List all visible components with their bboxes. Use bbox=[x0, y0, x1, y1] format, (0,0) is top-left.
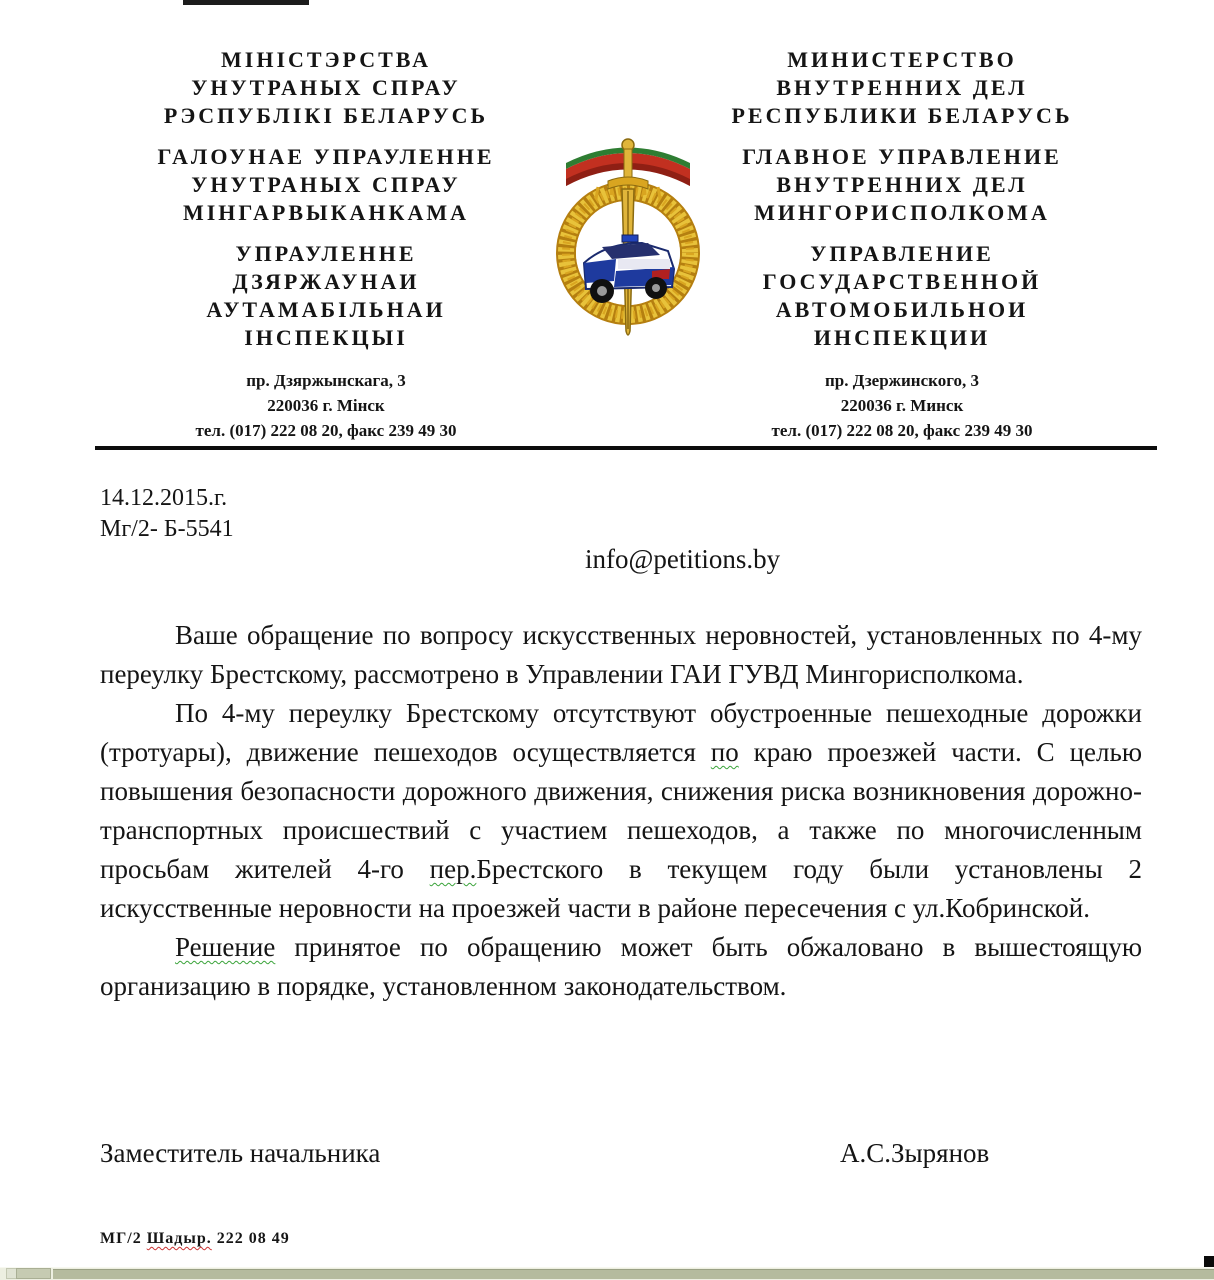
department-name-by bbox=[95, 143, 557, 227]
address-line: пр. Дзяржынскага, 3 bbox=[246, 371, 406, 390]
letterhead-line: РЭСПУБЛІКІ БЕЛАРУСЬ bbox=[163, 103, 489, 128]
letterhead-line: УНУТРАНЫХ СПРАУ bbox=[191, 75, 461, 100]
scrollbar-track[interactable] bbox=[53, 1269, 1214, 1279]
executor-note bbox=[100, 1230, 290, 1248]
address-line: пр. Дзержинского, 3 bbox=[824, 371, 980, 390]
spellcheck-flagged-word: пер. bbox=[429, 854, 477, 884]
executor-phone: 222 08 49 bbox=[211, 1230, 290, 1247]
address-block-ru bbox=[678, 368, 1126, 443]
address-line: тел. (017) 222 08 20, факс 239 49 30 bbox=[771, 421, 1033, 440]
department-name-ru bbox=[678, 143, 1126, 227]
letterhead-line: ІНСПЕКЦЫІ bbox=[244, 325, 408, 350]
address-block-by bbox=[95, 368, 557, 443]
address-line: 220036 г. Минск bbox=[840, 396, 964, 415]
division-name-by bbox=[95, 240, 557, 352]
letterhead-line: МІНГАРВЫКАНКАМА bbox=[182, 200, 470, 225]
letterhead-line: ИНСПЕКЦИИ bbox=[813, 325, 991, 350]
letterhead-line: МІНІСТЭРСТВА bbox=[221, 47, 431, 72]
paragraph-text: принятое по обращению может быть обжаловано в вышестоящую организацию в порядке, установленном законодательством. bbox=[100, 932, 1142, 1001]
body-paragraph bbox=[100, 616, 1142, 694]
letterhead-line: РЕСПУБЛИКИ БЕЛАРУСЬ bbox=[731, 103, 1073, 128]
paragraph-text: Ваше обращение по вопросу искусственных неровностей, установленных по 4-му переулку Брестскому, рассмотрено в Управлении ГАИ ГУВД Мингорисполкома. bbox=[100, 620, 1142, 689]
letterhead-right-russian bbox=[678, 46, 1126, 443]
letterhead-line: ГОСУДАРСТВЕННОЙ bbox=[762, 269, 1042, 294]
paragraph-text: Брестского в текущем году были установлены 2 искусственные неровности на проезжей части в районе пересечения с ул.Кобринской. bbox=[100, 854, 1142, 923]
body-paragraph bbox=[100, 928, 1142, 1006]
address-line: 220036 г. Мінск bbox=[267, 396, 385, 415]
letterhead-line: УНУТРАНЫХ СПРАУ bbox=[191, 172, 461, 197]
letterhead-line: ВНУТРЕННИХ ДЕЛ bbox=[776, 172, 1028, 197]
scan-artifact-smudge bbox=[183, 0, 309, 5]
division-name-ru bbox=[678, 240, 1126, 352]
letter-body bbox=[100, 616, 1142, 1006]
ministry-name-by bbox=[95, 46, 557, 130]
paragraph-text: краю проезжей части. С целью повышения безопасности дорожного движения, снижения риска возникновения дорожно-транспортных происшествий с участием пешеходов, а также по многочисленным просьбам жителей 4-го bbox=[100, 737, 1142, 884]
paragraph-text: По 4-му переулку Брестскому отсутствуют обустроенные пешеходные дорожки (тротуары), движение пешеходов осуществляется bbox=[100, 698, 1142, 767]
letterhead-line: ГЛАВНОЕ УПРАВЛЕНИЕ bbox=[742, 144, 1062, 169]
spellcheck-flagged-word: Решение bbox=[175, 932, 276, 962]
letterhead-line: ГАЛОУНАЕ УПРАУЛЕННЕ bbox=[157, 144, 495, 169]
horizontal-scrollbar[interactable] bbox=[0, 1267, 1214, 1280]
letterhead-line: МИНИСТЕРСТВО bbox=[787, 47, 1017, 72]
letterhead-divider-rule bbox=[95, 446, 1157, 450]
letterhead-left-belarusian bbox=[95, 46, 557, 443]
recipient-email: info@petitions.by bbox=[585, 544, 781, 574]
ministry-name-ru bbox=[678, 46, 1126, 130]
letterhead-line: ДЗЯРЖАУНАИ bbox=[232, 269, 420, 294]
scrollbar-thumb[interactable] bbox=[16, 1268, 51, 1279]
address-line: тел. (017) 222 08 20, факс 239 49 30 bbox=[195, 421, 457, 440]
letter-date: 14.12.2015.г. bbox=[100, 485, 228, 511]
letterhead-line: АУТАМАБІЛЬНАИ bbox=[206, 297, 446, 322]
signer-title: Заместитель начальника bbox=[100, 1138, 381, 1168]
letterhead-line: УПРАУЛЕННЕ bbox=[235, 241, 417, 266]
letterhead-line: УПРАВЛЕНИЕ bbox=[810, 241, 994, 266]
body-paragraph bbox=[100, 694, 1142, 928]
letterhead-line: ВНУТРЕННИХ ДЕЛ bbox=[776, 75, 1028, 100]
letterhead-line: АВТОМОБИЛЬНОИ bbox=[775, 297, 1029, 322]
letterhead-line: МИНГОРИСПОЛКОМА bbox=[754, 200, 1050, 225]
letter-ref-number: Мг/2- Б-5541 bbox=[100, 516, 234, 542]
executor-name: Шадыр. bbox=[146, 1230, 212, 1247]
letter-meta bbox=[100, 483, 234, 545]
executor-note-prefix: МГ/2 bbox=[100, 1230, 147, 1247]
signer-name: А.С.Зырянов bbox=[840, 1138, 990, 1168]
spellcheck-flagged-word: по bbox=[710, 737, 739, 767]
